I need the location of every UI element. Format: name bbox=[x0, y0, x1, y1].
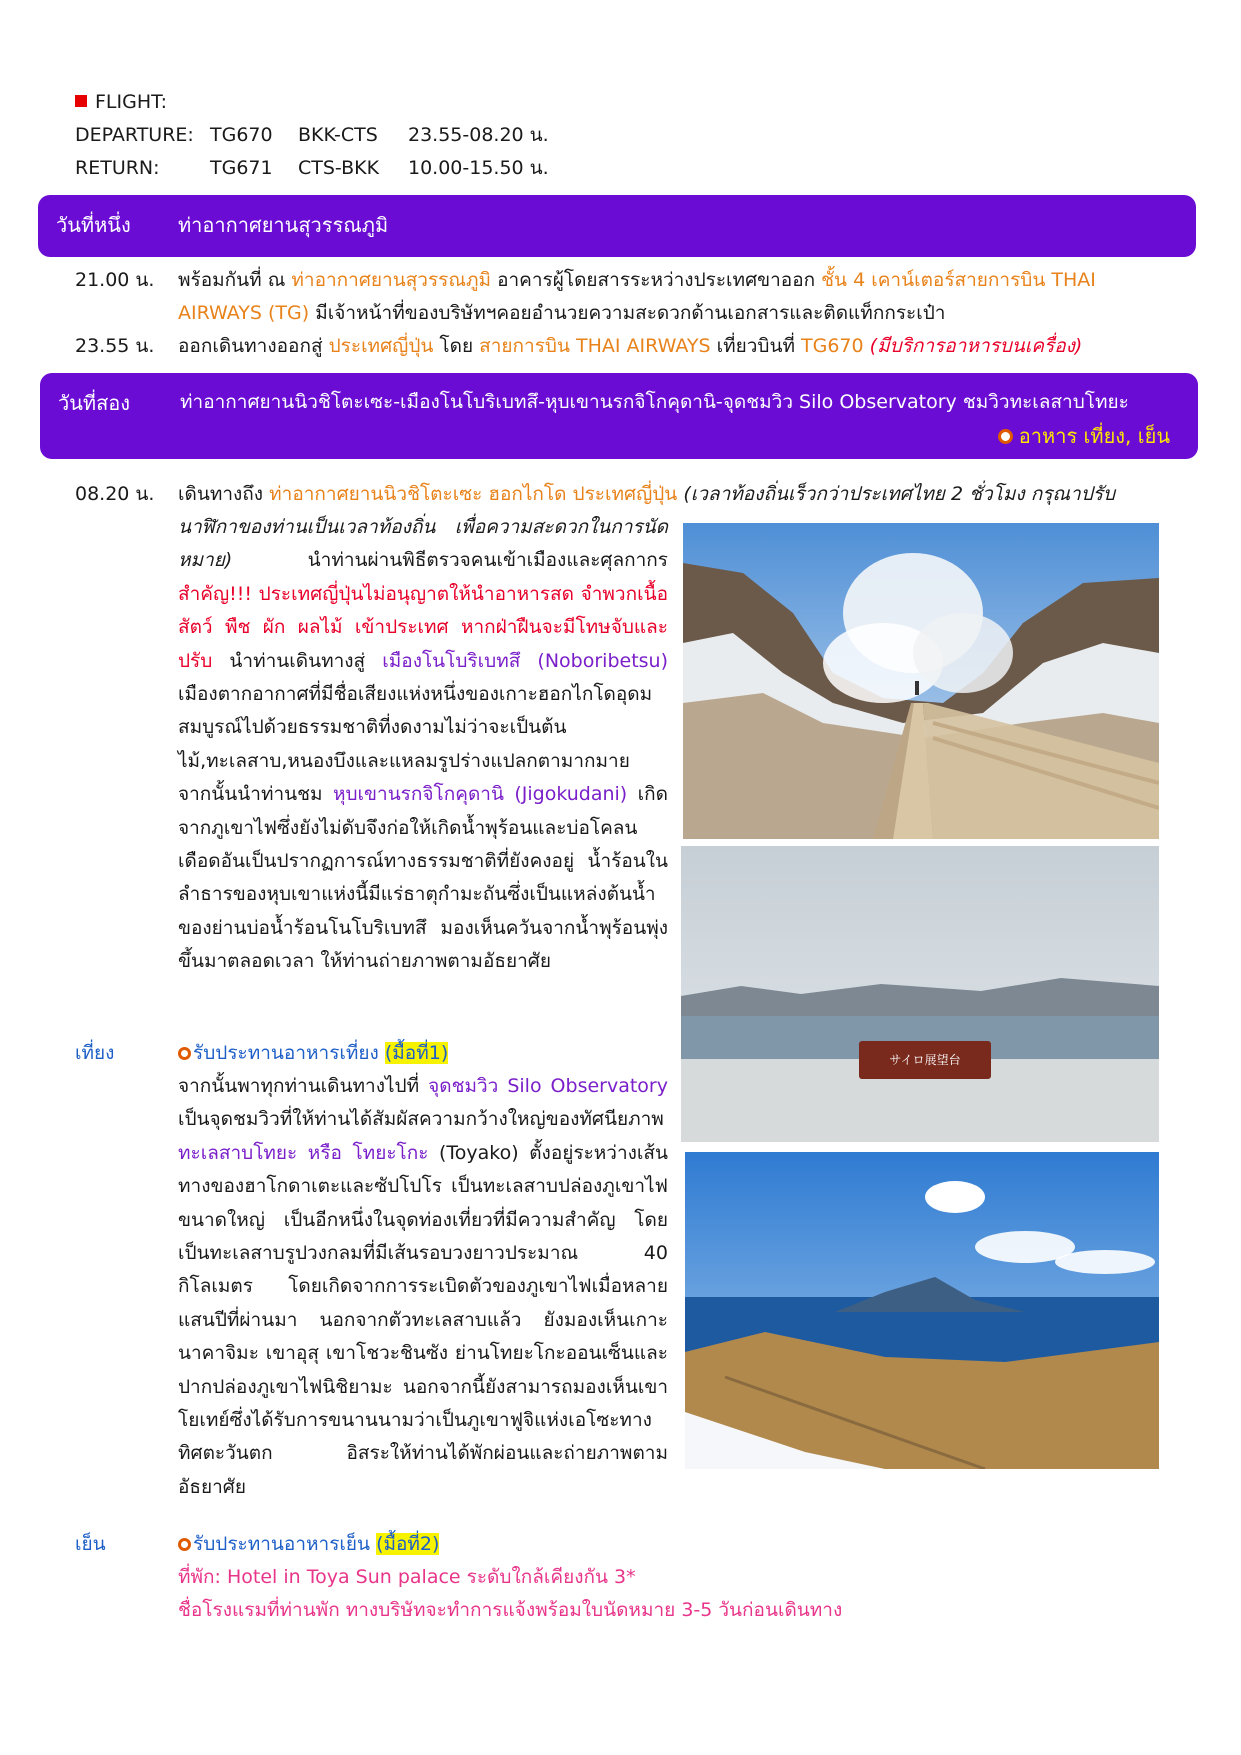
meal-on-board-note: (มีบริการอาหารบนเครื่อง) bbox=[869, 335, 1083, 357]
text-segment: นำท่านเดินทางสู่ bbox=[212, 649, 383, 672]
return-row bbox=[75, 152, 549, 185]
silo-observatory-photo bbox=[681, 846, 1159, 1142]
return-route: CTS-BKK bbox=[298, 157, 380, 179]
day2-label: วันที่สอง bbox=[58, 391, 131, 415]
airport-name: ท่าอากาศยานสุวรรณภูมิ bbox=[291, 269, 492, 291]
return-label: RETURN: bbox=[75, 157, 160, 179]
day1-label: วันที่หนึ่ง bbox=[56, 213, 131, 237]
meal-plate-icon bbox=[178, 1538, 191, 1551]
departure-time: 23.55-08.20 น. bbox=[408, 124, 549, 146]
dinner-label: เย็น bbox=[75, 1533, 106, 1555]
flight-number: TG670 bbox=[801, 335, 864, 357]
text-segment: เป็นจุดชมวิวที่ให้ท่านได้สัมผัสความกว้างใหญ่ของทัศนียภาพ bbox=[178, 1108, 664, 1131]
day1-desc-1 bbox=[178, 264, 1168, 330]
departure-route: BKK-CTS bbox=[298, 124, 378, 146]
text-segment: นาฬิกาของท่านเป็นเวลาท้องถิ่น เพื่อความสะดวกในการนัดหมาย) bbox=[178, 516, 668, 572]
dinner-text: รับประทานอาหารเย็น bbox=[193, 1533, 371, 1555]
meal-plate-icon bbox=[178, 1047, 191, 1060]
hotel-note: ชื่อโรงแรมที่ท่านพัก ทางบริษัทจะทำการแจ้งพร้อมใบนัดหมาย 3-5 วันก่อนเดินทาง bbox=[178, 1599, 843, 1621]
lunch-line bbox=[178, 1037, 448, 1070]
lake-toya-photo bbox=[685, 1152, 1159, 1469]
flight-title: FLIGHT: bbox=[95, 91, 168, 113]
day2-paragraph-1 bbox=[178, 511, 668, 979]
day1-desc-2 bbox=[178, 330, 1178, 363]
departure-code: TG670 bbox=[210, 124, 273, 146]
jigokudani-name: หุบเขานรกจิโกคุดานิ (Jigokudani) bbox=[332, 783, 628, 806]
flight-title-row bbox=[75, 86, 549, 119]
red-square-bullet-icon bbox=[75, 95, 87, 107]
text-segment: เดินทางถึง bbox=[178, 483, 270, 505]
text-segment: เที่ยวบินที่ bbox=[710, 335, 802, 357]
dinner-line bbox=[178, 1528, 439, 1561]
silo-sign-text: サイロ展望台 bbox=[889, 1053, 961, 1067]
day2-meals-text: อาหาร เที่ยง, เย็น bbox=[1018, 424, 1170, 448]
text-segment: เมืองตากอากาศที่มีชื่อเสียงแห่งหนึ่งของเกาะฮอกไกโดอุดมสมบูรณ์ไปด้วยธรรมชาติที่งดงามไม่ว่าจะเป็นต้นไม้,ทะเลสาบ,หนองบึงและแหลมรูปร่างแปลกตามากมาย จากนั้นนำท่านชม bbox=[178, 683, 653, 806]
text-segment: พร้อมกันที่ ณ bbox=[178, 269, 292, 291]
day1-title: ท่าอากาศยานสุวรรณภูมิ bbox=[178, 213, 389, 237]
food-warning: สำคัญ!!! ประเทศญี่ปุ่นไม่อนุญาตให้นำอาหารสด จำพวกเนื้อสัตว์ พืช ผัก ผลไม้ เข้าประเทศ หากฝ่าฝืนจะมีโทษจับและปรับ bbox=[178, 582, 668, 672]
return-time: 10.00-15.50 น. bbox=[408, 157, 549, 179]
text-segment: นำท่านผ่านพิธีตรวจคนเข้าเมืองและศุลกากร bbox=[232, 549, 668, 572]
dinner-meal-number: (มื้อที่2) bbox=[376, 1533, 440, 1555]
text-segment: (Toyako) ตั้งอยู่ระหว่างเส้นทางของฮาโกดาเตะและซัปโปโร เป็นทะเลสาบปล่องภูเขาไฟขนาดใหญ่ เป็นอีกหนึ่งในจุดท่องเที่ยวที่มีความสำคัญ โดยเป็นทะเลสาบรูปวงกลมที่มีเส้นรอบวงยาวประมาณ 40 กิโลเมตร โดยเกิดจากการระเบิดตัวของภูเขาไฟเมื่อหลายแสนปีที่ผ่านมา นอกจากตัวทะเลสาบแล้ว ยังมองเห็นเกาะนาคาจิมะ เขาอุสุ เขาโชวะชินซัง ย่านโทยะโกะออนเซ็นและปากปล่องภูเขาไฟนิชิยามะ นอกจากนี้ยังสามารถมองเห็นเขาโยเทย์ซึ่งได้รับการขนานนามว่าเป็นภูเขาฟูจิแห่งเอโซะทางทิศตะวันตก อิสระให้ท่านได้พักผ่อนและถ่ายภาพตามอัธยาศัย bbox=[178, 1141, 668, 1498]
day2-title: ท่าอากาศยานนิวชิโตะเซะ-เมืองโนโบริเบทสึ-หุบเขานรกจิโกคุดานิ-จุดชมวิว Silo Observatory ชมวิวทะเลสาบโทยะ bbox=[180, 391, 1129, 413]
lunch-text: รับประทานอาหารเที่ยง bbox=[193, 1042, 379, 1064]
counter-info: ชั้น 4 เคาน์เตอร์สายการบิน THAI AIRWAYS (TG) bbox=[178, 269, 1096, 324]
day2-time: 08.20 น. bbox=[75, 483, 155, 505]
day1-time-2: 23.55 น. bbox=[75, 335, 155, 357]
jigokudani-photo bbox=[683, 523, 1159, 839]
day2-arrival bbox=[178, 478, 1178, 511]
airline-name: สายการบิน THAI AIRWAYS bbox=[479, 335, 711, 357]
text-segment: เกิดจากภูเขาไฟซึ่งยังไม่ดับจึงก่อให้เกิดน้ำพุร้อนและบ่อโคลนเดือดอันเป็นปรากฏการณ์ทางธรรมชาติที่ยังคงอยู่ น้ำร้อนในลำธารของหุบเขาแห่งนี้มีแร่ธาตุกำมะถันซึ่งเป็นแหล่งต้นน้ำของย่านบ่อน้ำร้อนโนโบริเบทสึ มองเห็นควันจากน้ำพุร้อนพุ่งขึ้นมาตลอดเวลา ให้ท่านถ่ายภาพตามอัธยาศัย bbox=[178, 783, 668, 973]
day2-paragraph-2 bbox=[178, 1070, 668, 1504]
lake-toya-name: ทะเลสาบโทยะ หรือ โทยะโกะ bbox=[178, 1141, 429, 1164]
hotel-info: ที่พัก: Hotel in Toya Sun palace ระดับใกล้เคียงกัน 3* bbox=[178, 1566, 636, 1588]
time-difference-note: (เวลาท้องถิ่นเร็วกว่าประเทศไทย 2 ชั่วโมง กรุณาปรับ bbox=[683, 483, 1116, 505]
departure-label: DEPARTURE: bbox=[75, 124, 194, 146]
day2-header bbox=[40, 373, 1198, 459]
departure-row bbox=[75, 119, 549, 152]
text-segment: จากนั้นพาทุกท่านเดินทางไปที่ bbox=[178, 1075, 429, 1097]
text-segment: ออกเดินทางออกสู่ bbox=[178, 335, 329, 357]
lunch-label: เที่ยง bbox=[75, 1042, 115, 1064]
meal-plate-icon bbox=[998, 429, 1013, 444]
day1-header bbox=[38, 195, 1196, 257]
lunch-meal-number: (มื้อที่1) bbox=[384, 1042, 449, 1064]
day2-meals bbox=[998, 420, 1170, 452]
silo-observatory-name: จุดชมวิว Silo Observatory bbox=[428, 1075, 668, 1097]
day1-time-1: 21.00 น. bbox=[75, 269, 155, 291]
text-segment: อาคารผู้โดยสารระหว่างประเทศขาออก bbox=[491, 269, 822, 291]
arrival-airport: ท่าอากาศยานนิวชิโตะเซะ ฮอกไกโด ประเทศญี่ปุ่น bbox=[269, 483, 678, 505]
text-segment: มีเจ้าหน้าที่ของบริษัทฯคอยอำนวยความสะดวกด้านเอกสารและติดแท็กกระเป๋า bbox=[309, 302, 946, 324]
noboribetsu-name: เมืองโนโบริเบทสึ (Noboribetsu) bbox=[382, 649, 668, 672]
flight-info bbox=[75, 86, 549, 185]
destination-country: ประเทศญี่ปุ่น bbox=[328, 335, 434, 357]
return-code: TG671 bbox=[210, 157, 273, 179]
text-segment: โดย bbox=[433, 335, 480, 357]
